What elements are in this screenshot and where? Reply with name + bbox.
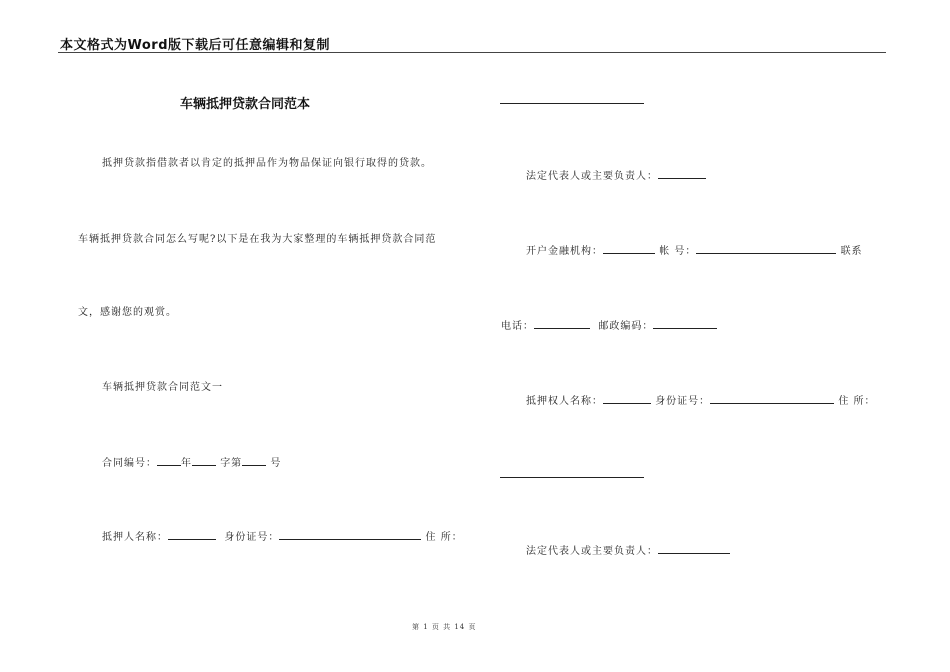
character-label: 字第	[220, 458, 243, 469]
mortgagee-line	[526, 392, 876, 407]
mortgagor-id-blank	[279, 530, 421, 540]
postcode-blank	[653, 319, 717, 329]
mortgagor-id-label: 身份证号：	[224, 532, 280, 543]
intro-paragraph-2-line-2: 文，感谢您的观赏。	[78, 307, 177, 318]
contract-number-line	[102, 454, 281, 469]
phone-postcode-line	[501, 317, 717, 332]
legal-rep-blank-1	[658, 169, 706, 179]
character-blank	[192, 456, 216, 466]
mortgagee-id-label: 身份证号：	[655, 396, 711, 407]
legal-rep-line-1	[526, 167, 706, 182]
account-label: 帐 号：	[659, 246, 697, 257]
phone-blank	[534, 319, 590, 329]
bank-label: 开户金融机构：	[526, 246, 603, 257]
mortgagee-name-label: 抵押权人名称：	[526, 396, 603, 407]
serial-blank	[242, 456, 266, 466]
bank-account-line	[526, 242, 863, 257]
mortgagor-name-blank	[168, 530, 216, 540]
mortgagor-address-label: 住 所：	[425, 532, 463, 543]
document-title: 车辆抵押贷款合同范本	[180, 97, 311, 112]
address-continuation-line-2	[500, 477, 644, 478]
mortgagee-address-label: 住 所：	[838, 396, 876, 407]
phone-label: 电话：	[501, 321, 534, 332]
download-banner: 本文格式为Word版下载后可任意编辑和复制	[60, 38, 331, 53]
contract-number-label: 合同编号：	[102, 458, 157, 469]
postcode-label: 邮政编码：	[598, 321, 654, 332]
mortgagor-line	[102, 528, 463, 543]
section-heading: 车辆抵押贷款合同范文一	[102, 382, 223, 393]
mortgagor-name-label: 抵押人名称：	[102, 532, 168, 543]
mortgagee-id-blank	[710, 394, 834, 404]
contact-label: 联系	[840, 246, 863, 257]
intro-paragraph-1: 抵押贷款指借款者以肯定的抵押品作为物品保证向银行取得的贷款。	[102, 158, 432, 169]
bank-blank	[603, 244, 655, 254]
address-continuation-line-1	[500, 103, 644, 104]
intro-paragraph-2-line-1: 车辆抵押贷款合同怎么写呢?以下是在我为大家整理的车辆抵押贷款合同范	[78, 234, 437, 245]
account-blank	[696, 244, 836, 254]
year-label: 年	[181, 458, 192, 469]
legal-rep-label-2: 法定代表人或主要负责人：	[526, 546, 658, 557]
legal-rep-label-1: 法定代表人或主要负责人：	[526, 171, 658, 182]
header-divider	[58, 52, 886, 53]
legal-rep-line-2	[526, 542, 730, 557]
number-label: 号	[270, 458, 282, 469]
page-number: 第 1 页 共 14 页	[412, 623, 477, 631]
legal-rep-blank-2	[658, 544, 730, 554]
mortgagee-name-blank	[603, 394, 651, 404]
year-blank	[157, 456, 181, 466]
